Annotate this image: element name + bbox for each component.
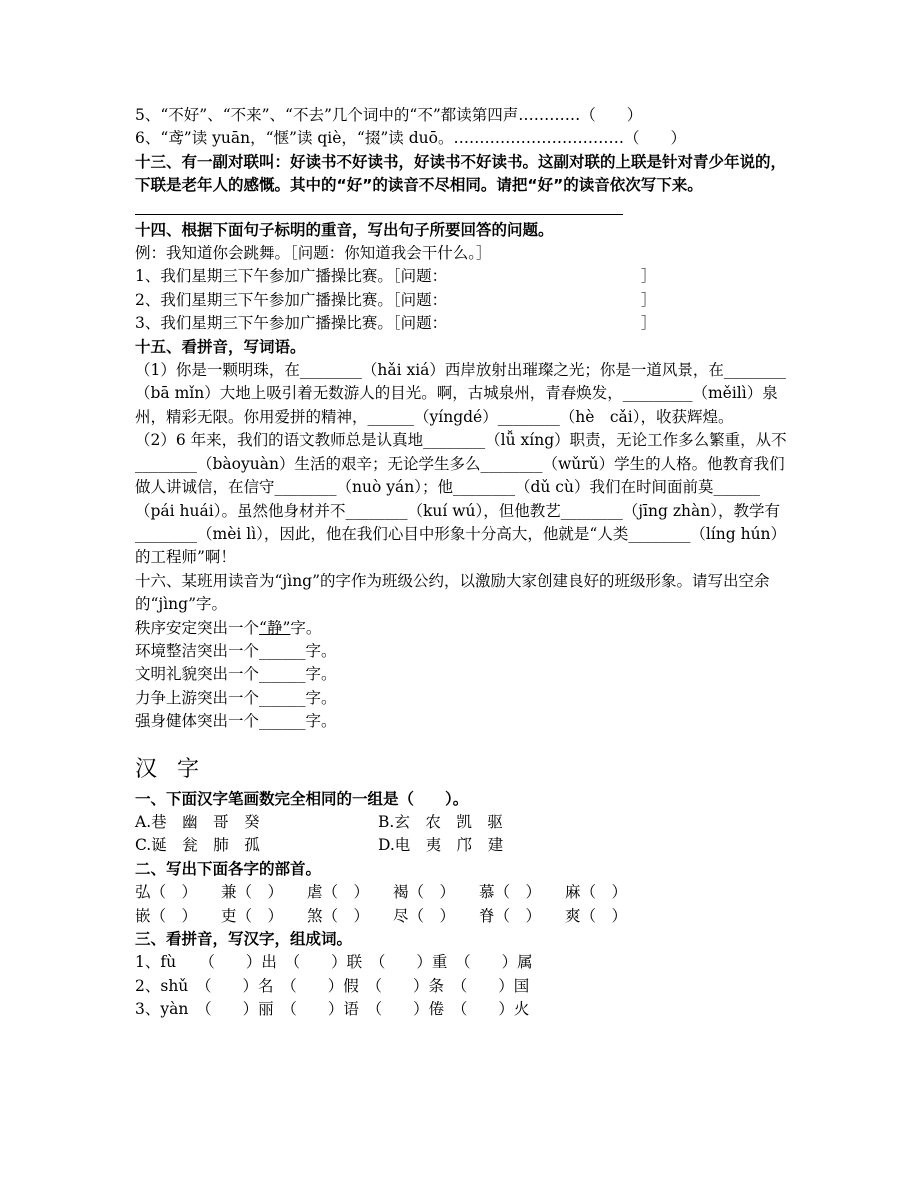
question-16-line: 环境整洁突出一个______字。 (135, 641, 337, 660)
radical-item: 爽（ ） (565, 906, 628, 925)
question-15-paragraph-1: （1）你是一颗明珠，在________（hǎi xiá）西岸放射出璀璨之光；你是一道风景，在________（bā mǐn）大地上吸引着无数游人的目光。啊，古城泉州，青春焕发，_________（měilì）泉州，精彩无限。你用爱拼的精神，______（yíngdé）________（hè cǎi），收获辉煌。 (135, 361, 786, 426)
question-14-item: 1、我们星期三下午参加广播操比赛。［问题： ］ (135, 267, 657, 286)
hanzi-question-2: 二、写出下面各字的部首。 (135, 859, 322, 878)
radical-item: 褐（ ） (393, 883, 456, 902)
answer-line (135, 198, 623, 215)
option-a: A.巷 幽 哥 癸 (135, 812, 260, 831)
worksheet-page (135, 104, 795, 1022)
question-14-item: 2、我们星期三下午参加广播操比赛。［问题： ］ (135, 290, 657, 309)
question-15-paragraph-2: （2）6 年来，我们的语文教师总是认真地________（lǚ xíng）职责，无论工作多么繁重，从不________（bàoyuàn）生活的艰辛；无论学生多么________（wǔrǔ）学生的人格。他教育我们做人讲诚信，在信守________（nuò yán）；他________（dǔ cù）我们在时间面前莫______（pái huái）。虽然他身材并不________（kuí wú），但他教艺________（jīng zhàn），教学有________（mèi lì），因此，他在我们心目中形象十分高大，他就是“人类________（líng hún）的工程师”啊！ (135, 431, 787, 567)
question-13: 十三、有一副对联叫：好读书不好读书，好读书不好读书。这副对联的上联是针对青少年说的，下联是老年人的感慨。其中的“好”的读音不尽相同。请把“好”的读音依次写下来。 (135, 152, 787, 195)
radical-item: 脊（ ） (479, 906, 542, 925)
hanzi-question-1: 一、下面汉字笔画数完全相同的一组是（ ）。 (135, 789, 469, 808)
pinyin-row: 2、shǔ （ ）名 （ ）假 （ ）条 （ ）国 (135, 976, 530, 995)
question-14-example: 例：我知道你会跳舞。［问题：你知道我会干什么。］ (135, 244, 492, 263)
question-16-line (135, 617, 795, 640)
radical-item: 吏（ ） (221, 906, 284, 925)
option-c: C.诞 瓮 肺 孤 (135, 836, 260, 855)
question-16-line: 强身健体突出一个______字。 (135, 712, 337, 731)
question-14-title: 十四、根据下面句子标明的重音，写出句子所要回答的问题。 (135, 220, 554, 239)
radical-item: 麻（ ） (565, 883, 628, 902)
question-5: 5、“不好”、“不来”、“不去”几个词中的“不”都读第四声…………（ ） (135, 106, 643, 124)
radical-item: 尽（ ） (393, 906, 456, 925)
radical-row (135, 905, 795, 928)
question-15-title: 十五、看拼音，写词语。 (135, 337, 306, 356)
section-title-hanzi: 汉字 (135, 756, 220, 782)
question-16-prefix: 秩序安定突出一个 (135, 618, 260, 637)
pinyin-row: 3、yàn （ ）丽 （ ）语 （ ）倦 （ ）火 (135, 1000, 530, 1019)
question-14-item: 3、我们星期三下午参加广播操比赛。［问题： ］ (135, 314, 657, 333)
hanzi-question-3: 三、看拼音，写汉字，组成词。 (135, 930, 353, 948)
question-16-line: 力争上游突出一个______字。 (135, 688, 337, 707)
question-16-suffix: 字。 (290, 618, 322, 637)
radical-item: 煞（ ） (307, 906, 370, 925)
radical-row (135, 881, 795, 904)
option-d: D.电 夷 邝 建 (378, 836, 504, 855)
question-16-line: 文明礼貌突出一个______字。 (135, 665, 337, 684)
radical-item: 弘（ ） (135, 883, 198, 902)
radical-item: 慕（ ） (479, 883, 542, 902)
hanzi-options-row (135, 811, 795, 834)
option-b: B.玄 农 凯 驱 (378, 812, 503, 831)
radical-item: 嵌（ ） (135, 906, 198, 925)
hanzi-options-row (135, 834, 795, 857)
question-16-answer: “静” (259, 618, 291, 637)
pinyin-row: 1、fù （ ）出 （ ）联 （ ）重 （ ）属 (135, 953, 533, 972)
radical-item: 兼（ ） (221, 883, 284, 902)
radical-item: 虐（ ） (307, 883, 370, 902)
question-16-intro: 十六、某班用读音为“jìng”的字作为班级公约，以激励大家创建良好的班级形象。请写出空余的“jìng”字。 (135, 571, 770, 614)
question-6: 6、“鸢”读 yuān，“惬”读 qiè，“掇”读 duō。……………………………（ ） (135, 129, 686, 148)
